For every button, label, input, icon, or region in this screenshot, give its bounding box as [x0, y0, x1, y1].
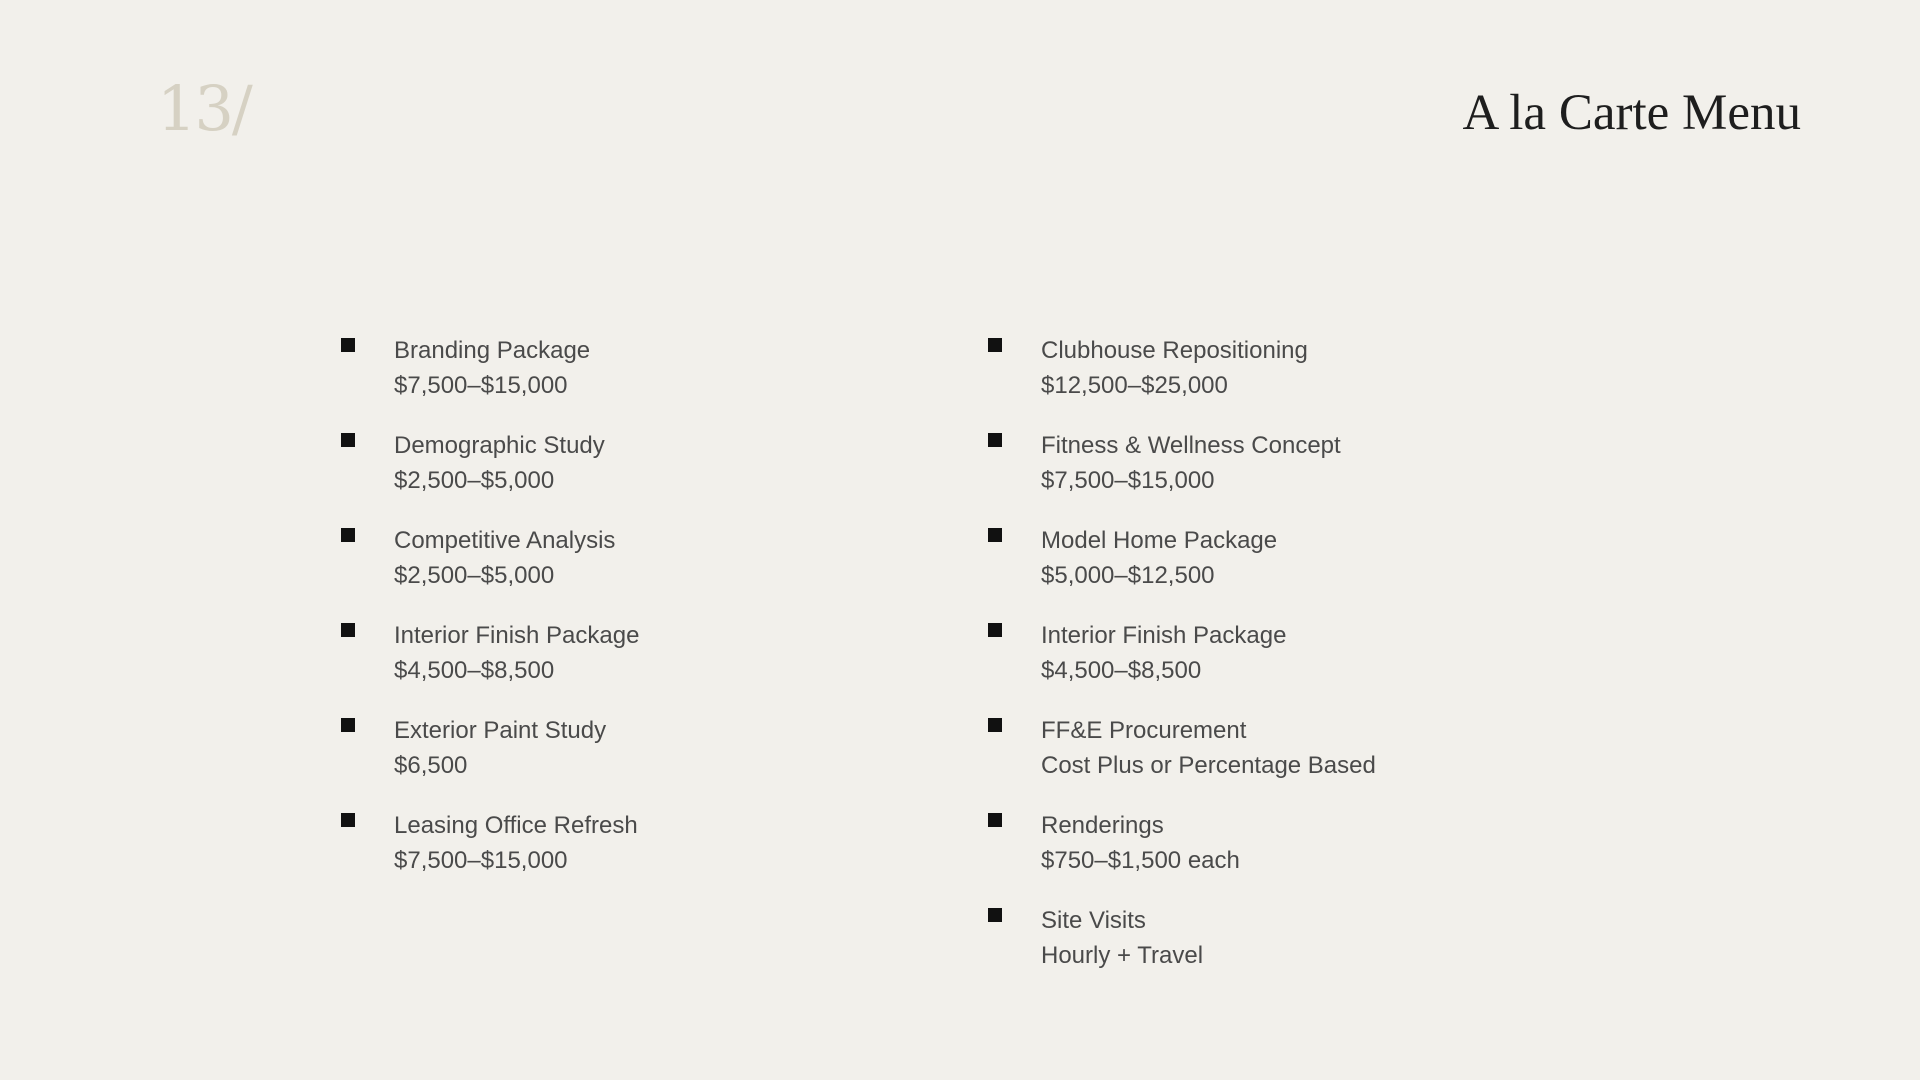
menu-item-name: Renderings [1041, 812, 1164, 839]
menu-item [988, 903, 1608, 998]
square-bullet-icon [988, 908, 1002, 922]
menu-item [988, 428, 1608, 523]
menu-item-price: $2,500–$5,000 [394, 562, 555, 589]
square-bullet-icon [988, 433, 1002, 447]
menu-item-price: $750–$1,500 each [1041, 847, 1240, 874]
square-bullet-icon [988, 528, 1002, 542]
menu-item-name: Interior Finish Package [394, 622, 640, 649]
menu-item [341, 333, 901, 428]
menu-item [341, 428, 901, 523]
slide-number: 13/ [157, 72, 251, 145]
menu-item [341, 618, 901, 713]
menu-item [988, 618, 1608, 713]
square-bullet-icon [341, 718, 355, 732]
menu-item-name: Clubhouse Repositioning [1041, 337, 1308, 364]
menu-item-price: $4,500–$8,500 [394, 657, 555, 684]
menu-item-price: $4,500–$8,500 [1041, 657, 1202, 684]
menu-item-name: Demographic Study [394, 432, 605, 459]
square-bullet-icon [988, 623, 1002, 637]
square-bullet-icon [988, 813, 1002, 827]
menu-item [988, 713, 1608, 808]
menu-item-name: Exterior Paint Study [394, 717, 607, 744]
menu-item [988, 333, 1608, 428]
menu-item [341, 808, 901, 903]
menu-item-price: $2,500–$5,000 [394, 467, 555, 494]
slide-title: A la Carte Menu [1462, 85, 1801, 141]
menu-item-price: $5,000–$12,500 [1041, 562, 1215, 589]
menu-item-name: Site Visits [1041, 907, 1146, 934]
square-bullet-icon [341, 813, 355, 827]
square-bullet-icon [341, 528, 355, 542]
menu-item-name: Model Home Package [1041, 527, 1278, 554]
menu-item [988, 808, 1608, 903]
menu-item-price: $7,500–$15,000 [394, 372, 568, 399]
menu-item-price: Hourly + Travel [1041, 942, 1204, 969]
menu-item [988, 523, 1608, 618]
menu-item [341, 523, 901, 618]
menu-item-price: $7,500–$15,000 [394, 847, 568, 874]
menu-item-price: Cost Plus or Percentage Based [1041, 752, 1376, 779]
menu-item [341, 713, 901, 808]
square-bullet-icon [341, 433, 355, 447]
menu-item-name: Fitness & Wellness Concept [1041, 432, 1341, 459]
menu-item-price: $12,500–$25,000 [1041, 372, 1228, 399]
menu-item-name: Branding Package [394, 337, 591, 364]
square-bullet-icon [341, 623, 355, 637]
square-bullet-icon [341, 338, 355, 352]
menu-column-right [988, 333, 1608, 998]
menu-item-price: $7,500–$15,000 [1041, 467, 1215, 494]
menu-item-price: $6,500 [394, 752, 468, 779]
menu-item-name: FF&E Procurement [1041, 717, 1247, 744]
menu-column-left [341, 333, 901, 903]
square-bullet-icon [988, 338, 1002, 352]
menu-item-name: Leasing Office Refresh [394, 812, 638, 839]
menu-item-name: Interior Finish Package [1041, 622, 1287, 649]
square-bullet-icon [988, 718, 1002, 732]
menu-item-name: Competitive Analysis [394, 527, 616, 554]
